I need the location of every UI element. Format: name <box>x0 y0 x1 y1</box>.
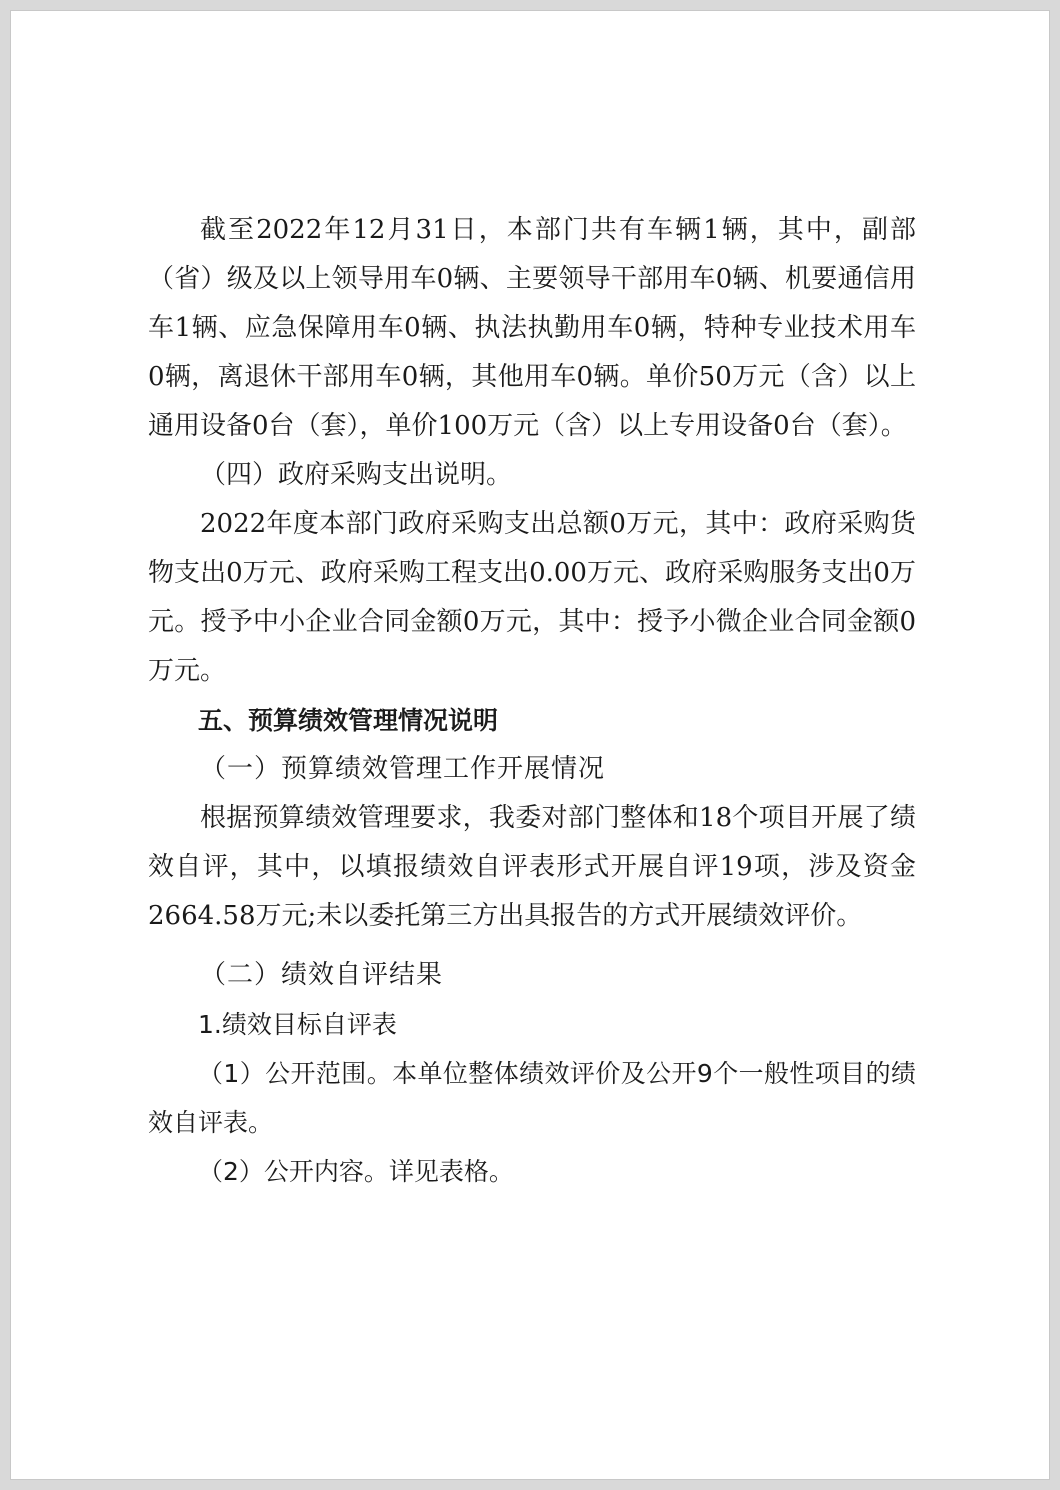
document-page <box>10 10 1050 1480</box>
document-body <box>148 206 916 1196</box>
heading-procurement: （四）政府采购支出说明。 <box>200 460 513 490</box>
paragraph-content: （2）公开内容。详见表格。 <box>198 1157 514 1186</box>
paragraph-scope: （1）公开范围。本单位整体绩效评价及公开9个一般性项目的绩效自评表。 <box>148 1059 916 1137</box>
paragraph-performance-work: 根据预算绩效管理要求，我委对部门整体和18个项目开展了绩效自评，其中，以填报绩效自评表形式开展自评19项，涉及资金2664.58万元;未以委托第三方出具报告的方式开展绩效评价。 <box>148 803 916 931</box>
heading-target-table: 1.绩效目标自评表 <box>198 1010 397 1039</box>
heading-self-eval-results: （二）绩效自评结果 <box>200 960 444 990</box>
heading-performance-work: （一）预算绩效管理工作开展情况 <box>200 754 606 784</box>
heading-section-five: 五、预算绩效管理情况说明 <box>198 706 499 735</box>
paragraph-vehicles: 截至2022年12月31日，本部门共有车辆1辆，其中，副部（省）级及以上领导用车0辆、主要领导干部用车0辆、机要通信用车1辆、应急保障用车0辆、执法执勤用车0辆，特种专业技术用车0辆，离退休干部用车0辆，其他用车0辆。单价50万元（含）以上通用设备0台（套），单价100万元（含）以上专用设备0台（套）。 <box>148 215 916 441</box>
paragraph-procurement: 2022年度本部门政府采购支出总额0万元，其中：政府采购货物支出0万元、政府采购工程支出0.00万元、政府采购服务支出0万元。授予中小企业合同金额0万元，其中：授予小微企业合同金额0万元。 <box>148 509 916 686</box>
